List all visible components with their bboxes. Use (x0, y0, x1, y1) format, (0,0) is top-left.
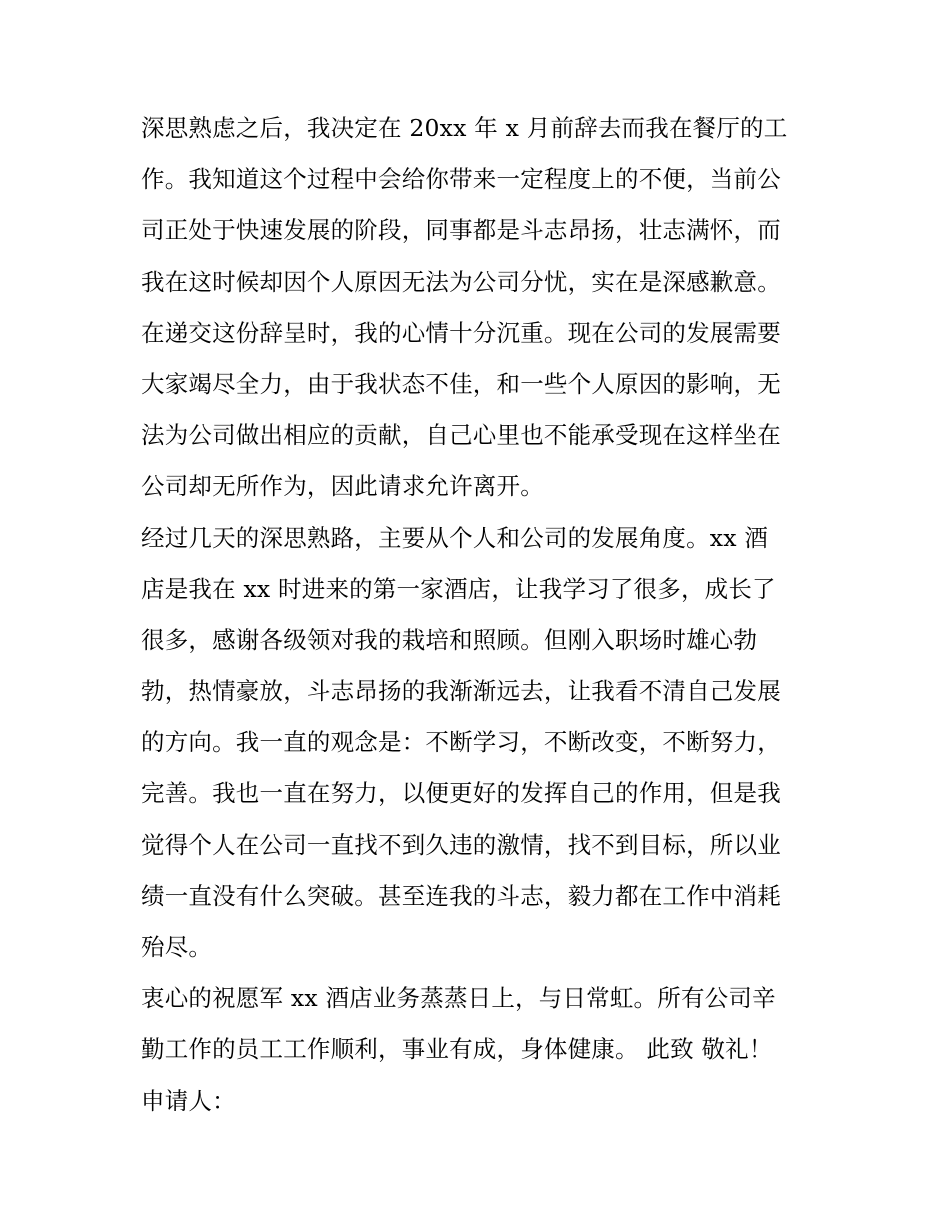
text-line: 的方向。我一直的观念是：不断学习，不断改变，不断努力， (141, 728, 781, 757)
signature-label: 申请人： (141, 1086, 236, 1115)
text-line: 在递交这份辞呈时，我的心情十分沉重。现在公司的发展需要 (141, 318, 781, 347)
document-body (141, 103, 816, 1127)
text-line: 法为公司做出相应的贡献，自己心里也不能承受现在这样坐在 (141, 421, 781, 450)
text-line: 店是我在 xx 时进来的第一家酒店，让我学习了很多，成长了 (141, 574, 776, 603)
text-line: 很多，感谢各级领对我的栽培和照顾。但刚入职场时雄心勃 (141, 625, 758, 654)
text-line: 绩一直没有什么突破。甚至连我的斗志，毅力都在工作中消耗 (141, 881, 781, 910)
text-line: 勤工作的员工工作顺利，事业有成，身体健康。 此致 敬礼！ (141, 1035, 773, 1064)
text-line: 我在这时候却因个人原因无法为公司分忧，实在是深感歉意。 (141, 267, 781, 296)
text-line: 司正处于快速发展的阶段，同事都是斗志昂扬，壮志满怀，而 (141, 216, 781, 245)
text-line: 完善。我也一直在努力，以便更好的发挥自己的作用，但是我 (141, 779, 781, 808)
text-line: 深思熟虑之后，我决定在 20xx 年 x 月前辞去而我在餐厅的工 (141, 114, 788, 142)
text-line: 作。我知道这个过程中会给你带来一定程度上的不便，当前公 (141, 165, 781, 194)
text-line: 衷心的祝愿军 xx 酒店业务蒸蒸日上，与日常虹。所有公司辛 (141, 984, 776, 1013)
text-line: 勃，热情豪放，斗志昂扬的我渐渐远去，让我看不清自己发展 (141, 677, 781, 706)
text-line: 大家竭尽全力，由于我状态不佳，和一些个人原因的影响，无 (141, 369, 781, 398)
text-line: 公司却无所作为，因此请求允许离开。 (141, 472, 544, 501)
text-line: 觉得个人在公司一直找不到久违的激情，找不到目标，所以业 (141, 830, 781, 859)
text-line: 殆尽。 (141, 933, 213, 961)
text-line: 经过几天的深思熟路，主要从个人和公司的发展角度。xx 酒 (141, 523, 769, 552)
